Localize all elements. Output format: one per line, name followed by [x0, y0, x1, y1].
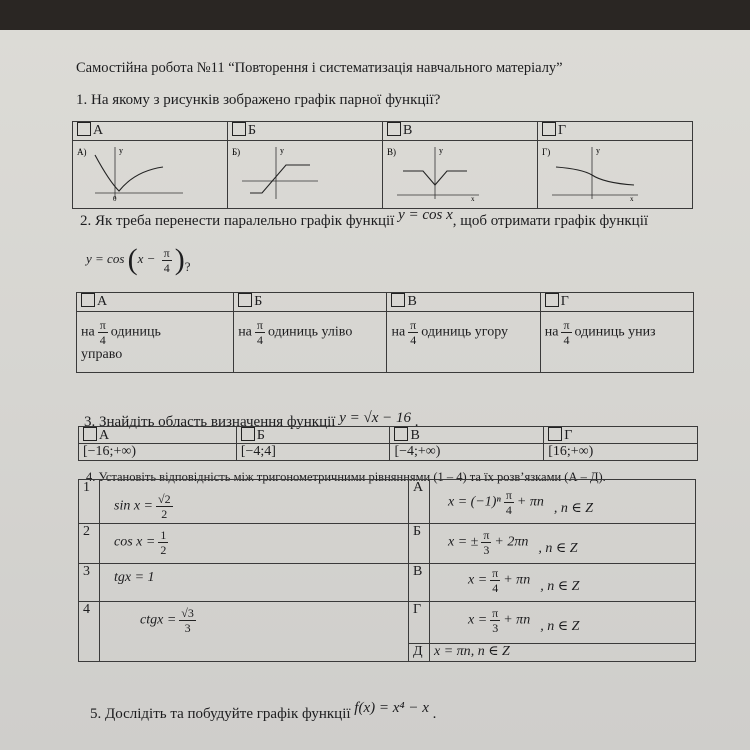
svg-text:y: y — [119, 146, 123, 155]
q3-option-a[interactable]: А — [79, 427, 237, 444]
question-2: 2. Як треба перенести паралельно графік функції y = cos x, щоб отримати графік функції — [80, 207, 649, 229]
q5-func: f(x) = x⁴ − x — [354, 700, 429, 716]
q4-equation-4: ctgx = $\frac{√3}{3}$ — [100, 602, 409, 662]
svg-text:0: 0 — [113, 195, 117, 203]
q4-solution-a: x = (−1)ⁿ $\frac{\pi}{4}$ + πn , n ∈ Z — [430, 480, 696, 524]
q3-option-b[interactable]: Б — [236, 427, 390, 444]
question-4: 4. Установіть відповідність між тригонометричними рівняннями (1 – 4) та їх розв’язками (А – Д). — [86, 470, 606, 484]
q4-left-index: 1 — [79, 480, 100, 524]
q2-answer-v: на $\frac{\pi}{4}$ одиниць угору — [387, 312, 540, 373]
q4-right-letter: Б — [409, 524, 430, 564]
q1-option-v[interactable]: В — [383, 122, 538, 141]
checkbox-icon[interactable] — [241, 427, 255, 441]
q3-option-v[interactable]: В — [390, 427, 544, 444]
q4-solution-v: x = $\frac{\pi}{4}$ + πn , n ∈ Z — [430, 564, 696, 602]
q2-option-v[interactable]: В — [387, 293, 540, 312]
q2-option-b[interactable]: Б — [234, 293, 387, 312]
checkbox-icon[interactable] — [548, 427, 562, 441]
q4-solution-d: x = πn, n ∈ Z — [430, 644, 696, 662]
checkbox-icon[interactable] — [77, 122, 91, 136]
q2-option-a[interactable]: А — [77, 293, 234, 312]
q2-func: y = cos x — [398, 207, 453, 223]
graph-b-cell — [228, 141, 383, 209]
q4-equation-3: tgx = 1 — [100, 564, 409, 602]
graph-a-cell — [73, 141, 228, 209]
checkbox-icon[interactable] — [81, 293, 95, 307]
worksheet-page — [0, 30, 750, 750]
svg-text:x: x — [630, 195, 634, 203]
svg-text:y: y — [439, 146, 443, 155]
checkbox-icon[interactable] — [232, 122, 246, 136]
q3-options-table — [78, 426, 698, 461]
page-title: Самостійна робота №11 “Повторення і систематизація навчального матеріалу” — [76, 60, 563, 76]
q4-equation-1: sin x = $\frac{√2}{2}$ — [100, 480, 409, 524]
svg-text:А): А) — [77, 147, 87, 157]
graph-a — [73, 141, 227, 203]
svg-text:y: y — [596, 146, 600, 155]
q3-answer-a: [−16;+∞) — [79, 444, 237, 461]
q4-right-letter: Г — [409, 602, 430, 644]
q4-left-index: 2 — [79, 524, 100, 564]
graph-b — [228, 141, 382, 203]
q4-equation-2: cos x = $\frac{1}{2}$ — [100, 524, 409, 564]
q3-answer-v: [−4;+∞) — [390, 444, 544, 461]
q2-options-table — [76, 292, 694, 373]
q2-answer-b: на $\frac{\pi}{4}$ одиниць уліво — [234, 312, 387, 373]
checkbox-icon[interactable] — [387, 122, 401, 136]
graph-g — [538, 141, 692, 203]
q4-right-letter: В — [409, 564, 430, 602]
q3-option-g[interactable]: Г — [544, 427, 698, 444]
q4-solution-b: x = ± $\frac{\pi}{3}$ + 2πn , n ∈ Z — [430, 524, 696, 564]
checkbox-icon[interactable] — [391, 293, 405, 307]
svg-text:y: y — [280, 146, 284, 155]
svg-text:x: x — [471, 195, 475, 203]
checkbox-icon[interactable] — [542, 122, 556, 136]
q2-answer-g: на $\frac{\pi}{4}$ одиниць униз — [540, 312, 693, 373]
q3-answer-g: [16;+∞) — [544, 444, 698, 461]
checkbox-icon[interactable] — [238, 293, 252, 307]
q3-func: y = √x − 16 — [339, 410, 411, 426]
q4-left-index: 3 — [79, 564, 100, 602]
q3-answer-b: [−4;4] — [236, 444, 390, 461]
q2-target-func: y = cos (x − $\frac{\pi}{4}$ )? — [86, 243, 191, 276]
q4-left-index: 4 — [79, 602, 100, 662]
q1-options-table — [72, 121, 693, 209]
q1-option-a[interactable]: А — [73, 122, 228, 141]
q4-right-letter: Д — [409, 644, 430, 662]
q1-option-b[interactable]: Б — [228, 122, 383, 141]
graph-v-cell — [383, 141, 538, 209]
checkbox-icon[interactable] — [83, 427, 97, 441]
checkbox-icon[interactable] — [394, 427, 408, 441]
graph-g-cell — [538, 141, 693, 209]
q4-right-letter: А — [409, 480, 430, 524]
q1-option-g[interactable]: Г — [538, 122, 693, 141]
question-5: 5. Дослідіть та побудуйте графік функції f(x) = x⁴ − x . — [90, 700, 437, 722]
q2-option-g[interactable]: Г — [540, 293, 693, 312]
svg-text:Б): Б) — [232, 147, 241, 157]
svg-text:Г): Г) — [542, 147, 551, 157]
q4-match-table — [78, 479, 696, 662]
graph-v — [383, 141, 537, 203]
q2-answer-a: на $\frac{\pi}{4}$ одиниць управо — [77, 312, 234, 373]
question-3: 3. Знайдіть область визначення функції y = √x − 16 . — [84, 410, 419, 430]
q4-solution-g: x = $\frac{\pi}{3}$ + πn , n ∈ Z — [430, 602, 696, 644]
svg-text:В): В) — [387, 147, 396, 157]
question-1: 1. На якому з рисунків зображено графік парної функції? — [76, 92, 441, 108]
checkbox-icon[interactable] — [545, 293, 559, 307]
